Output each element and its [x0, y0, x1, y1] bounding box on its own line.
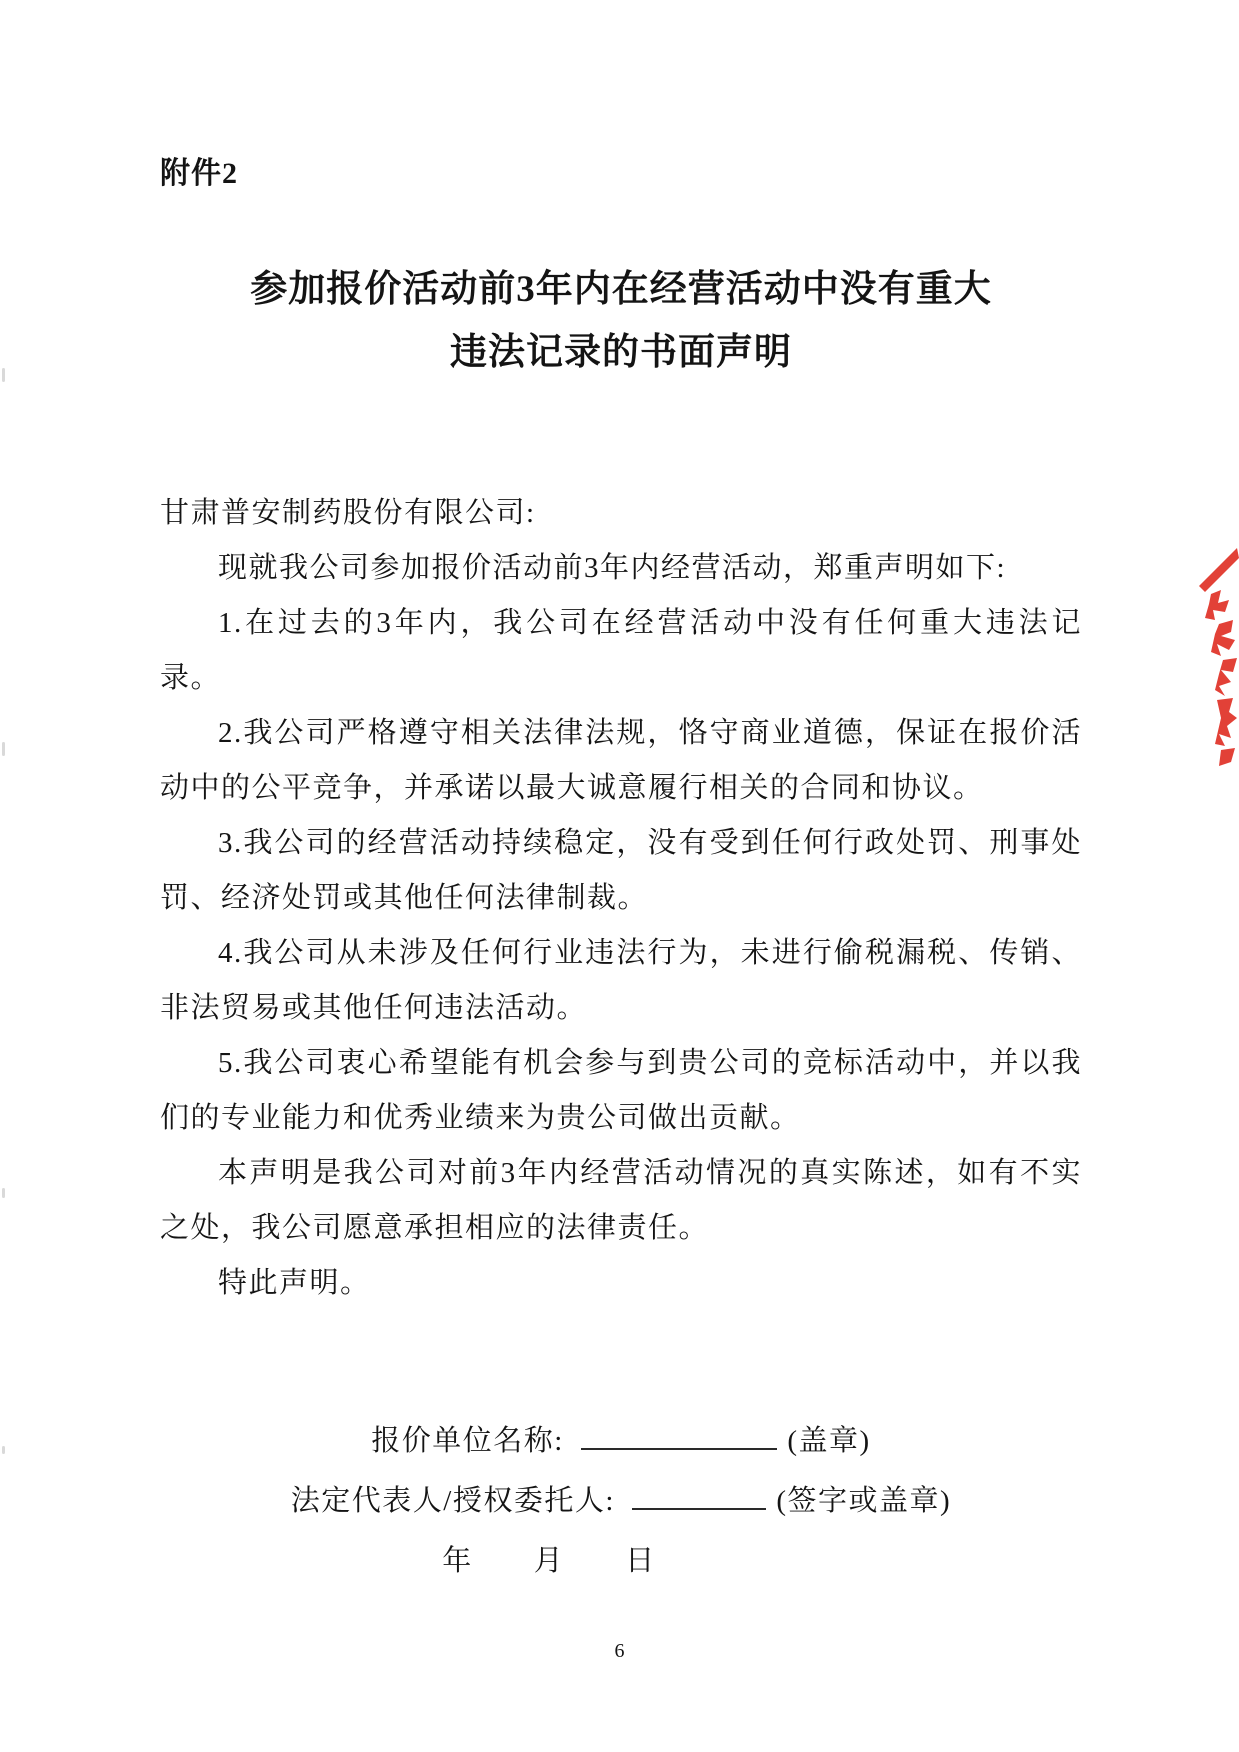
unit-name-blank-line: [581, 1419, 777, 1450]
document-title-line1: 参加报价活动前3年内在经营活动中没有重大: [250, 269, 992, 310]
signature-date-row: 年 月 日: [442, 1545, 656, 1577]
representative-seal-note: (签字或盖章): [776, 1485, 952, 1517]
page-number: 6: [614, 1640, 625, 1662]
paragraph-item-1: 1.在过去的3年内，我公司在经营活动中没有任何重大违法记录。: [160, 607, 1082, 694]
paragraph-item-2: 2.我公司严格遵守相关法律法规，恪守商业道德，保证在报价活动中的公平竞争，并承诺以最大诚意履行相关的合同和协议。: [160, 717, 1082, 804]
paragraph-hereby-declare: 特此声明。: [218, 1267, 371, 1299]
representative-label: 法定代表人/授权委托人:: [290, 1485, 615, 1517]
paragraph-closing-statement: 本声明是我公司对前3年内经营活动情况的真实陈述，如有不实之处，我公司愿意承担相应的法律责任。: [160, 1157, 1082, 1244]
signature-unit-row: [160, 1411, 1082, 1471]
unit-name-label: 报价单位名称:: [371, 1425, 564, 1457]
document-title-line2: 违法记录的书面声明: [450, 332, 792, 373]
scan-artifact: [2, 742, 5, 756]
scan-artifact: [2, 1188, 5, 1198]
paragraph-item-4: 4.我公司从未涉及任何行业违法行为，未进行偷税漏税、传销、非法贸易或其他任何违法活动。: [160, 937, 1082, 1024]
document-body: [160, 486, 1082, 1311]
scan-artifact: [2, 1446, 5, 1454]
paragraph-item-3: 3.我公司的经营活动持续稳定，没有受到任何行政处罚、刑事处罚、经济处罚或其他任何法律制裁。: [160, 827, 1082, 914]
signature-representative-row: [160, 1471, 1082, 1531]
signature-block: [160, 1411, 1082, 1591]
scan-artifact: [2, 368, 5, 382]
unit-seal-note: (盖章): [787, 1425, 871, 1457]
paragraph-intro: 现就我公司参加报价活动前3年内经营活动，郑重声明如下:: [218, 552, 1007, 584]
representative-blank-line: [632, 1479, 766, 1510]
paragraph-item-5: 5.我公司衷心希望能有机会参与到贵公司的竞标活动中，并以我们的专业能力和优秀业绩来为贵公司做出贡献。: [160, 1047, 1082, 1134]
document-title: [160, 258, 1082, 384]
attachment-label: 附件2: [160, 157, 238, 190]
red-stamp-fragment: [1191, 548, 1239, 768]
salutation: 甘肃普安制药股份有限公司:: [160, 497, 536, 529]
